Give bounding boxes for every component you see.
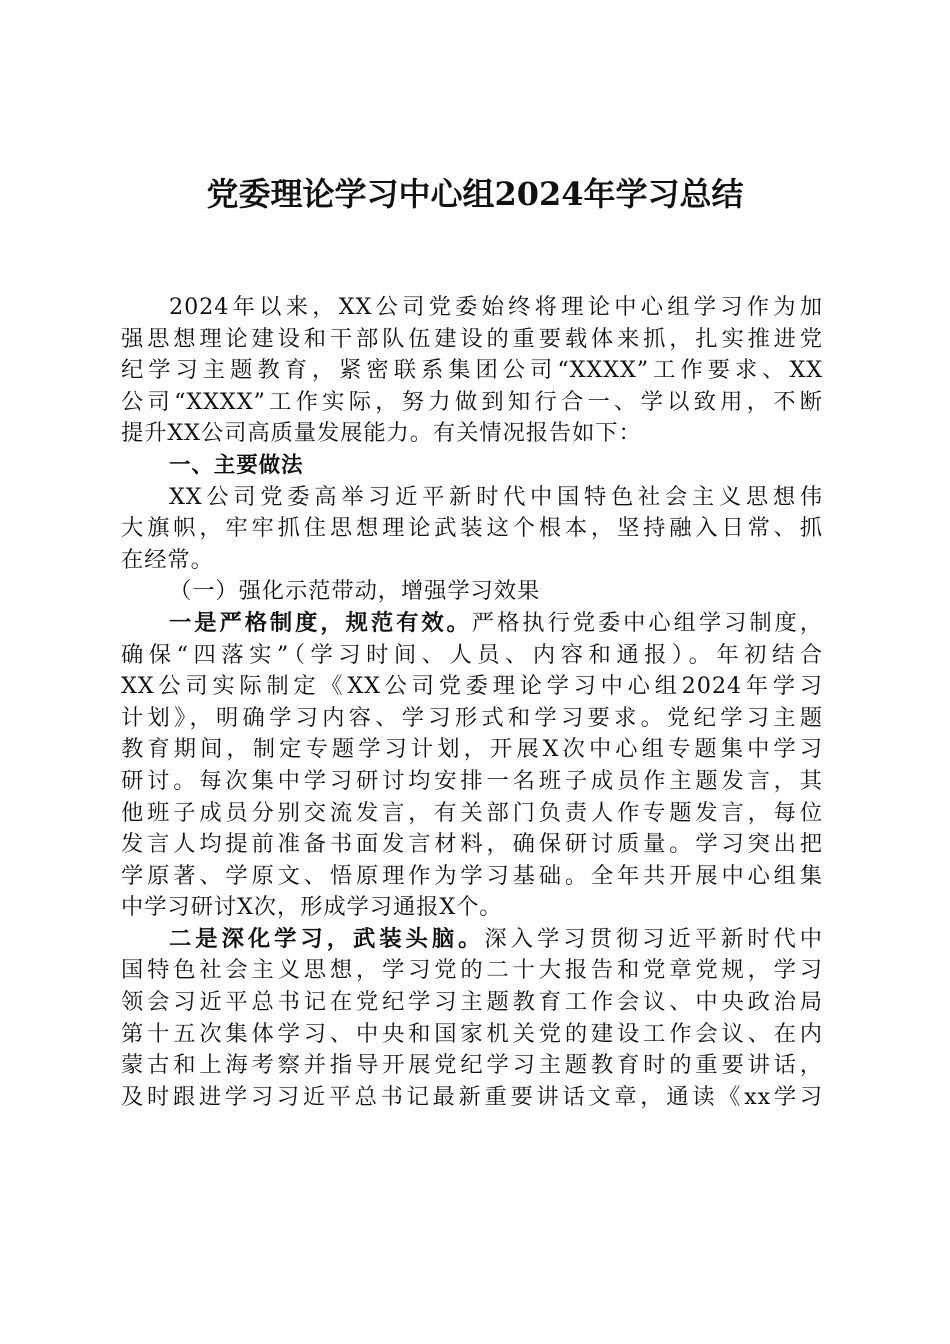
paragraph-line: 大旗帜，牢牢抓住思想理论武装这个根本，坚持融入日常、抓: [121, 515, 823, 542]
paragraph-line: 确保“四落实”（学习时间、人员、内容和通报）。年初结合: [121, 641, 823, 668]
paragraph-line: XX公司实际制定《XX公司党委理论学习中心组2024年学习: [121, 673, 823, 700]
paragraph-line: 2024年以来，XX公司党委始终将理论中心组学习作为加: [169, 294, 823, 320]
paragraph-line: 在经常。: [121, 546, 214, 573]
paragraph-line: 发言人均提前准备书面发言材料，确保研讨质量。学习突出把: [121, 831, 823, 858]
document-title: 党委理论学习中心组2024年学习总结: [206, 175, 744, 213]
paragraph-line: 研讨。每次集中学习研讨均安排一名班子成员作主题发言，其: [121, 767, 823, 794]
paragraph-line: 纪学习主题教育，紧密联系集团公司“XXXX”工作要求、XX: [121, 357, 823, 384]
paragraph-line: 中学习研讨X次，形成学习通报X个。: [121, 894, 503, 921]
paragraph-line: 强思想理论建设和干部队伍建设的重要载体来抓，扎实推进党: [121, 325, 823, 352]
paragraph-text: 严格执行党委中心组学习制度，: [471, 609, 823, 636]
paragraph-line: 公司“XXXX”工作实际，努力做到知行合一、学以致用，不断: [121, 388, 823, 415]
paragraph-line: 教育期间，制定专题学习计划，开展X次中心组专题集中学习: [121, 736, 823, 763]
paragraph-line: 领会习近平总书记在党纪学习主题教育工作会议、中央政治局: [121, 989, 823, 1016]
paragraph-text: 深入学习贯彻习近平新时代中: [484, 925, 823, 952]
paragraph-lead: 一是严格制度，规范有效。: [169, 609, 472, 636]
paragraph-line: 国特色社会主义思想，学习党的二十大报告和党章党规，学习: [121, 957, 823, 984]
paragraph-line: 及时跟进学习习近平总书记最新重要讲话文章，通读《xx学习: [121, 1083, 823, 1110]
paragraph-line: XX公司党委高举习近平新时代中国特色社会主义思想伟: [169, 483, 823, 510]
document-body: [121, 292, 823, 1113]
paragraph-line: 学原著、学原文、悟原理作为学习基础。全年共开展中心组集: [121, 862, 823, 889]
paragraph-line: [121, 608, 823, 640]
paragraph-lead: 二是深化学习，武装头脑。: [169, 925, 485, 952]
paragraph-line: [121, 924, 823, 956]
paragraph-line: 提升XX公司高质量发展能力。有关情况报告如下：: [121, 420, 642, 447]
subsection-heading: （一）强化示范带动，增强学习效果: [169, 578, 541, 605]
paragraph-line: 第十五次集体学习、中央和国家机关党的建设工作会议、在内: [121, 1020, 823, 1047]
paragraph-line: 他班子成员分别交流发言，有关部门负责人作专题发言，每位: [121, 799, 823, 826]
section-heading: 一、主要做法: [169, 452, 304, 478]
paragraph-line: 蒙古和上海考察并指导开展党纪学习主题教育时的重要讲话，: [121, 1052, 823, 1079]
paragraph-line: 计划》，明确学习内容、学习形式和学习要求。党纪学习主题: [121, 704, 823, 731]
